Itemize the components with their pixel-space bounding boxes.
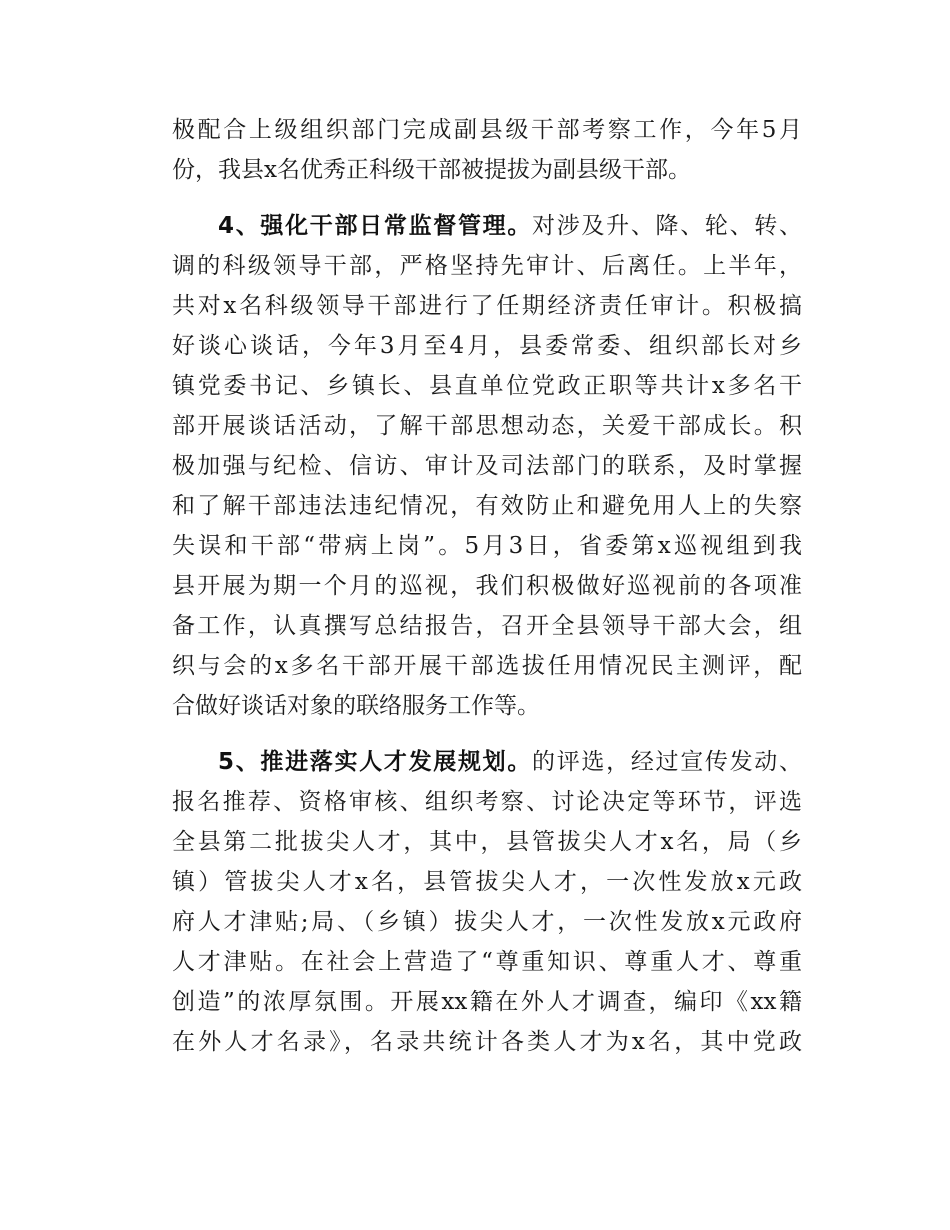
paragraph-supervision — [172, 206, 802, 726]
text-line: 县开展为期一个月的巡视，我们积极做好巡视前的各项准 — [172, 573, 802, 599]
text-line: 人才津贴。在社会上营造了“尊重知识、尊重人才、尊重 — [172, 949, 802, 975]
text-line-rest: 对涉及升、降、轮、转、 — [532, 213, 802, 239]
text-line-with-heading — [172, 206, 802, 246]
text-line: 共对x名科级领导干部进行了任期经济责任审计。积极搞 — [172, 293, 802, 319]
text-line: 和了解干部违法违纪情况，有效防止和避免用人上的失察 — [172, 493, 802, 519]
text-line: 份，我县x名优秀正科级干部被提拔为副县级干部。 — [172, 157, 691, 183]
section-heading-4: 4、强化干部日常监督管理。 — [218, 213, 533, 239]
text-line: 调的科级领导干部，严格坚持先审计、后离任。上半年， — [172, 253, 802, 279]
document-body — [172, 110, 802, 1078]
text-line: 极加强与纪检、信访、审计及司法部门的联系，及时掌握 — [172, 453, 802, 479]
text-line: 全县第二批拔尖人才，其中，县管拔尖人才x名，局（乡 — [172, 829, 802, 855]
text-line: 报名推荐、资格审核、组织考察、讨论决定等环节，评选 — [172, 789, 802, 815]
text-line: 镇）管拔尖人才x名，县管拔尖人才，一次性发放x元政 — [172, 869, 802, 895]
text-line: 在外人才名录》，名录共统计各类人才为x名，其中党政 — [172, 1029, 802, 1055]
text-line: 失误和干部“带病上岗”。5月3日，省委第x巡视组到我 — [172, 533, 802, 559]
text-line: 镇党委书记、乡镇长、县直单位党政正职等共计x多名干 — [172, 373, 802, 399]
paragraph-cadre-inspection — [172, 110, 802, 190]
text-line: 备工作，认真撰写总结报告，召开全县领导干部大会，组 — [172, 613, 802, 639]
text-line: 好谈心谈话，今年3月至4月，县委常委、组织部长对乡 — [172, 333, 802, 359]
text-line: 创造”的浓厚氛围。开展xx籍在外人才调查，编印《xx籍 — [172, 989, 802, 1015]
text-line: 府人才津贴;局、（乡镇）拔尖人才，一次性发放x元政府 — [172, 909, 802, 935]
text-line-with-heading — [172, 742, 802, 782]
text-line: 极配合上级组织部门完成副县级干部考察工作，今年5月 — [172, 117, 802, 143]
text-line: 部开展谈话活动，了解干部思想动态，关爱干部成长。积 — [172, 413, 802, 439]
section-heading-5: 5、推进落实人才发展规划。 — [218, 749, 533, 775]
paragraph-talent-development — [172, 742, 802, 1062]
text-line-rest: 的评选，经过宣传发动、 — [532, 749, 802, 775]
text-line: 织与会的x多名干部开展干部选拔任用情况民主测评，配 — [172, 653, 802, 679]
text-line: 合做好谈话对象的联络服务工作等。 — [172, 693, 540, 719]
